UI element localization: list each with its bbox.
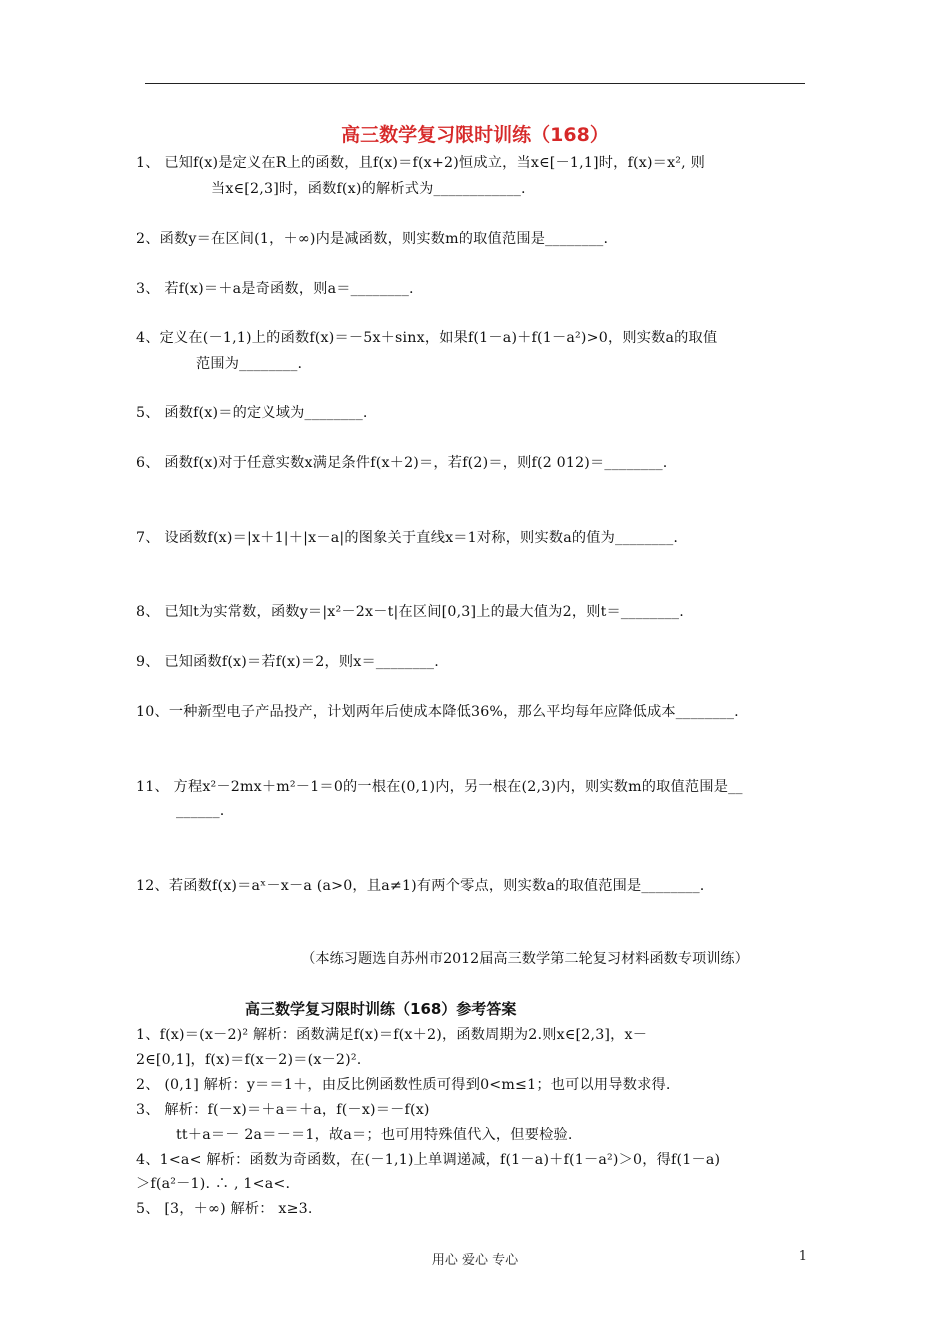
answer-line-2: 2∈[0,1]，f(x)＝f(x－2)＝(x－2)². <box>136 1052 362 1068</box>
footer-text: 用心 爱心 专心 <box>431 1253 519 1268</box>
answers-title: 高三数学复习限时训练（168）参考答案 <box>245 1000 517 1018</box>
question-2: 2、函数y＝在区间(1，＋∞)内是减函数，则实数m的取值范围是________. <box>136 231 609 247</box>
question-10: 10、一种新型电子产品投产，计划两年后使成本降低36%，那么平均每年应降低成本________. <box>136 704 739 720</box>
answer-line-6: 4、1<a< 解析：函数为奇函数，在(－1,1)上单调递减，f(1－a)＋f(1－a²)＞0，得f(1－a) <box>136 1152 721 1168</box>
page-number: 1 <box>798 1249 807 1264</box>
answer-line-4: 3、 解析：f(－x)＝＋a＝＋a，f(－x)＝－f(x) <box>136 1102 430 1118</box>
question-9: 9、 已知函数f(x)＝若f(x)＝2，则x＝________. <box>136 654 439 670</box>
header-rule <box>145 83 805 84</box>
answer-line-8: 5、 [3，＋∞) 解析： x≥3. <box>136 1201 313 1217</box>
question-7: 7、 设函数f(x)＝|x＋1|＋|x－a|的图象关于直线x＝1对称，则实数a的值为________. <box>136 530 679 546</box>
question-4-line-2: 范围为________. <box>196 356 303 372</box>
answer-line-3: 2、 (0,1] 解析：y＝＝1＋，由反比例函数性质可得到0<m≤1；也可以用导数求得. <box>136 1077 671 1093</box>
source-note: （本练习题选自苏州市2012届高三数学第二轮复习材料函数专项训练） <box>301 951 749 967</box>
question-3: 3、 若f(x)＝＋a是奇函数，则a＝________. <box>136 281 414 297</box>
question-1-line-2: 当x∈[2,3]时，函数f(x)的解析式为____________. <box>211 181 526 197</box>
page-title: 高三数学复习限时训练（168） <box>341 124 609 146</box>
question-5: 5、 函数f(x)＝的定义域为________. <box>136 405 368 421</box>
question-6: 6、 函数f(x)对于任意实数x满足条件f(x＋2)＝，若f(2)＝，则f(2 012)＝________. <box>136 455 668 471</box>
question-4-line-1: 4、定义在(－1,1)上的函数f(x)＝－5x＋sinx，如果f(1－a)＋f(1－a²)>0，则实数a的取值 <box>136 330 718 346</box>
question-11-line-1: 11、 方程x²－2mx＋m²－1＝0的一根在(0,1)内，另一根在(2,3)内，则实数m的取值范围是__ <box>136 779 743 795</box>
answer-line-5: tt＋a＝－ 2a＝－＝1，故a＝；也可用特殊值代入，但要检验. <box>176 1127 573 1143</box>
question-1-line-1: 1、 已知f(x)是定义在R上的函数，且f(x)＝f(x+2)恒成立，当x∈[－1,1]时，f(x)＝x², 则 <box>136 155 705 171</box>
question-11-line-2: ______. <box>176 803 225 819</box>
answer-line-1: 1、f(x)＝(x－2)² 解析：函数满足f(x)＝f(x＋2)，函数周期为2.则x∈[2,3]，x－ <box>136 1027 648 1043</box>
question-8: 8、 已知t为实常数，函数y＝|x²－2x－t|在区间[0,3]上的最大值为2，则t＝________. <box>136 604 684 620</box>
answer-line-7: ＞f(a²－1). ∴ , 1<a<. <box>136 1176 291 1192</box>
question-12: 12、若函数f(x)＝aˣ－x－a (a>0，且a≠1)有两个零点，则实数a的取值范围是________. <box>136 878 705 894</box>
